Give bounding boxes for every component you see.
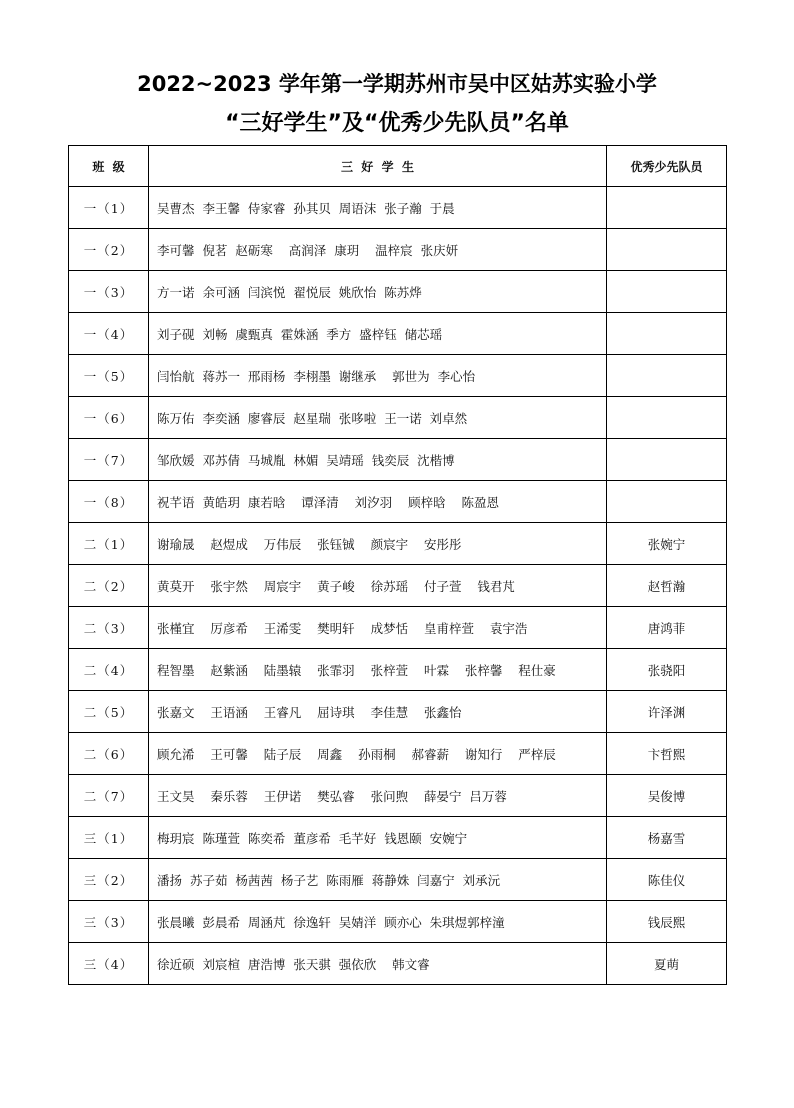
- header-merit-students: 三 好 学 生: [149, 146, 607, 187]
- table-body: [69, 187, 727, 985]
- merit-students-cell: 闫怡航 蒋苏一 邢雨杨 李栩墨 谢继承 郭世为 李心怡: [149, 355, 607, 397]
- pioneer-cell: 杨嘉雪: [607, 817, 727, 859]
- class-cell: 一（6）: [69, 397, 149, 439]
- table-row: [69, 397, 727, 439]
- document-subtitle: “三好学生”及“优秀少先队员”名单: [225, 111, 569, 136]
- table-row: [69, 439, 727, 481]
- document-title: 2022~2023 学年第一学期苏州市吴中区姑苏实验小学: [137, 72, 657, 96]
- pioneer-cell: 夏萌: [607, 943, 727, 985]
- pioneer-cell: [607, 229, 727, 271]
- table-row: [69, 733, 727, 775]
- table-row: [69, 859, 727, 901]
- pioneer-cell: 赵哲瀚: [607, 565, 727, 607]
- table-row: [69, 481, 727, 523]
- pioneer-cell: 张骁阳: [607, 649, 727, 691]
- merit-students-cell: 王文昊 秦乐蓉 王伊诺 樊弘睿 张问煦 薛晏宁 吕万蓉: [149, 775, 607, 817]
- table-row: [69, 523, 727, 565]
- table-row: [69, 943, 727, 985]
- pioneer-cell: [607, 439, 727, 481]
- table-row: [69, 649, 727, 691]
- pioneer-cell: 陈佳仪: [607, 859, 727, 901]
- merit-students-cell: 程智墨 赵紫涵 陆墨辕 张霏羽 张梓萱 叶霖 张梓馨 程仕豪: [149, 649, 607, 691]
- table-row: [69, 187, 727, 229]
- class-cell: 二（7）: [69, 775, 149, 817]
- class-cell: 二（4）: [69, 649, 149, 691]
- merit-students-cell: 张嘉文 王语涵 王睿凡 屈诗琪 李佳慧 张鑫怡: [149, 691, 607, 733]
- table-header-row: [69, 146, 727, 187]
- merit-students-cell: 张槿宜 厉彦希 王浠雯 樊明轩 成梦恬 皇甫梓萱 袁宇浩: [149, 607, 607, 649]
- honor-roll-table: [68, 145, 727, 985]
- class-cell: 三（3）: [69, 901, 149, 943]
- merit-students-cell: 方一诺 余可涵 闫滨悦 翟悦辰 姚欣怡 陈苏烨: [149, 271, 607, 313]
- header-class: 班 级: [69, 146, 149, 187]
- pioneer-cell: 吴俊博: [607, 775, 727, 817]
- pioneer-cell: [607, 271, 727, 313]
- pioneer-cell: 唐鸿菲: [607, 607, 727, 649]
- merit-students-cell: 邹欣媛 邓苏倩 马城胤 林媚 吴靖瑶 钱奕辰 沈楷博: [149, 439, 607, 481]
- table-row: [69, 901, 727, 943]
- table-row: [69, 775, 727, 817]
- pioneer-cell: [607, 355, 727, 397]
- class-cell: 一（2）: [69, 229, 149, 271]
- merit-students-cell: 吴曹杰 李王馨 侍家睿 孙其贝 周语沫 张子瀚 于晨: [149, 187, 607, 229]
- merit-students-cell: 刘子砚 刘畅 虞甄真 霍姝涵 季方 盛梓钰 储芯瑶: [149, 313, 607, 355]
- pioneer-cell: [607, 313, 727, 355]
- class-cell: 一（7）: [69, 439, 149, 481]
- merit-students-cell: 张晨曦 彭晨希 周涵芃 徐逸轩 吴婧洋 顾亦心 朱琪煜郭梓潼: [149, 901, 607, 943]
- pioneer-cell: 张婉宁: [607, 523, 727, 565]
- header-outstanding-pioneers: 优秀少先队员: [607, 146, 727, 187]
- pioneer-cell: [607, 481, 727, 523]
- class-cell: 一（1）: [69, 187, 149, 229]
- class-cell: 二（6）: [69, 733, 149, 775]
- class-cell: 二（1）: [69, 523, 149, 565]
- class-cell: 三（1）: [69, 817, 149, 859]
- merit-students-cell: 梅玥宸 陈瑾萱 陈奕希 董彦希 毛芊好 钱恩颐 安婉宁: [149, 817, 607, 859]
- class-cell: 二（2）: [69, 565, 149, 607]
- merit-students-cell: 祝芊语 黄皓玥 康若晗 谭泽清 刘汐羽 顾梓晗 陈盈恩: [149, 481, 607, 523]
- pioneer-cell: [607, 187, 727, 229]
- merit-students-cell: 顾允浠 王可馨 陆子辰 周鑫 孙雨桐 郝睿薪 谢知行 严梓辰: [149, 733, 607, 775]
- class-cell: 一（5）: [69, 355, 149, 397]
- merit-students-cell: 黄莫开 张宇然 周宸宇 黄子峻 徐苏瑶 付子萱 钱君芃: [149, 565, 607, 607]
- class-cell: 三（2）: [69, 859, 149, 901]
- pioneer-cell: 钱辰熙: [607, 901, 727, 943]
- table-row: [69, 607, 727, 649]
- table-row: [69, 565, 727, 607]
- merit-students-cell: 潘扬 苏子茹 杨茜茜 杨子艺 陈雨雁 蒋静姝 闫嘉宁 刘承沅: [149, 859, 607, 901]
- merit-students-cell: 陈万佑 李奕涵 廖睿辰 赵星瑞 张哆啦 王一诺 刘卓然: [149, 397, 607, 439]
- class-cell: 二（3）: [69, 607, 149, 649]
- class-cell: 三（4）: [69, 943, 149, 985]
- merit-students-cell: 徐近硕 刘宸楦 唐浩博 张天骐 强依欣 韩文睿: [149, 943, 607, 985]
- class-cell: 一（4）: [69, 313, 149, 355]
- table-row: [69, 355, 727, 397]
- pioneer-cell: 卞哲熙: [607, 733, 727, 775]
- merit-students-cell: 谢瑜晟 赵煜成 万伟辰 张钰铖 颜宸宇 安彤彤: [149, 523, 607, 565]
- table-row: [69, 691, 727, 733]
- pioneer-cell: [607, 397, 727, 439]
- class-cell: 二（5）: [69, 691, 149, 733]
- class-cell: 一（8）: [69, 481, 149, 523]
- pioneer-cell: 许泽渊: [607, 691, 727, 733]
- class-cell: 一（3）: [69, 271, 149, 313]
- table-row: [69, 229, 727, 271]
- table-row: [69, 313, 727, 355]
- table-row: [69, 817, 727, 859]
- merit-students-cell: 李可馨 倪茗 赵砺寒 高润泽 康玥 温梓宸 张庆妍: [149, 229, 607, 271]
- table-row: [69, 271, 727, 313]
